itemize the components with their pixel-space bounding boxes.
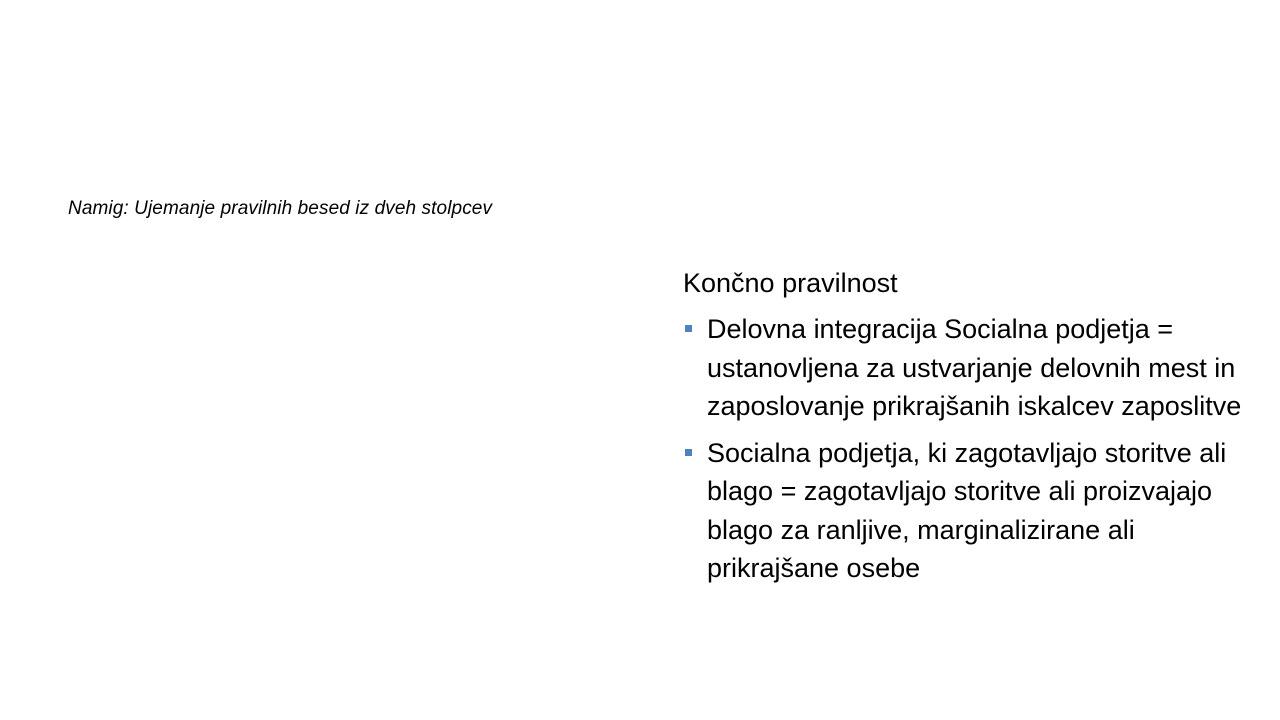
hint-text: Namig: Ujemanje pravilnih besed iz dveh stolpcev [68, 198, 493, 219]
content-heading: Končno pravilnost [683, 268, 898, 298]
bullet-text: Socialna podjetja, ki zagotavljajo storitve ali blago = zagotavljajo storitve ali proizvajajo blago za ranljive, marginalizirane ali prikrajšane osebe [707, 437, 1227, 583]
bullet-list [683, 310, 1263, 588]
bullet-item [683, 434, 1263, 588]
square-bullet-icon [685, 325, 692, 332]
bullet-text: Delovna integracija Socialna podjetja = ustanovljena za ustvarjanje delovnih mest in zaposlovanje prikrajšanih iskalcev zaposlitve [707, 314, 1242, 421]
square-bullet-icon [685, 449, 692, 456]
bullet-item [683, 310, 1263, 426]
answer-content [683, 264, 1263, 596]
